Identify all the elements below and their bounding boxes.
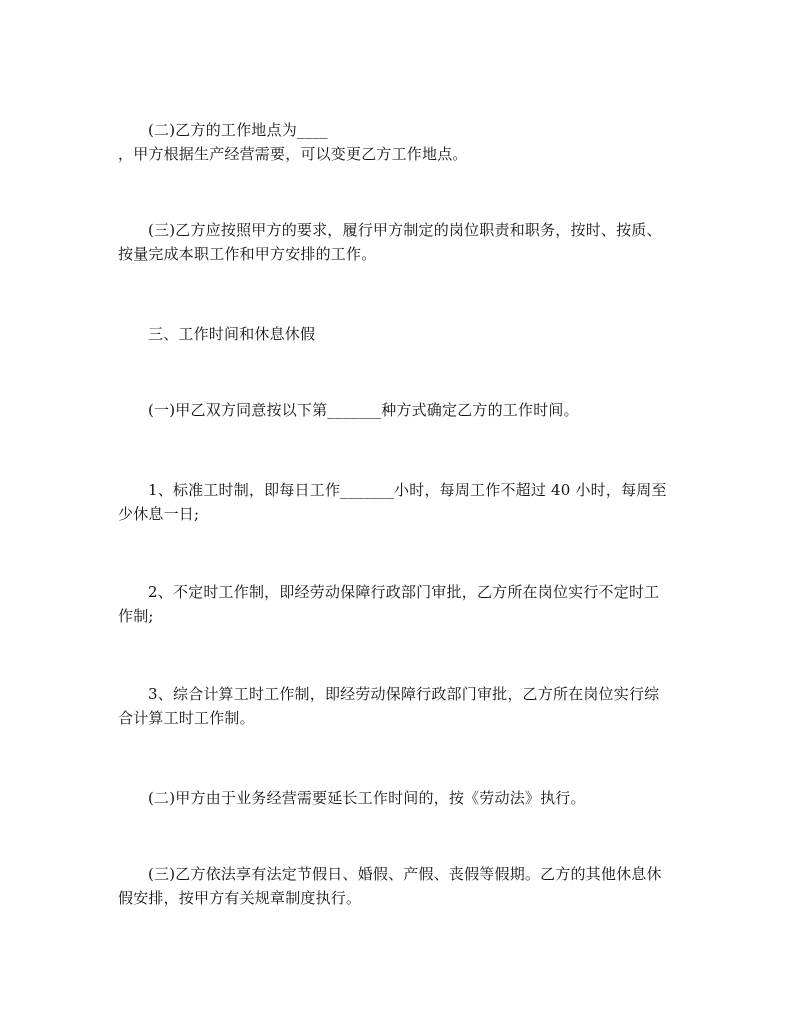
text-line: (三)乙方依法享有法定节假日、婚假、产假、丧假等假期。乙方的其他休息休 [148,865,662,883]
text-line: 1、标准工时制，即每日工作_______小时，每周工作不超过 40 小时，每周至 [148,481,667,499]
text-line: 2、不定时工作制，即经劳动保障行政部门审批，乙方所在岗位实行不定时工 [148,583,660,601]
text-line: 按量完成本职工作和甲方安排的工作。 [118,245,377,263]
paragraph-flexible-hours [118,580,678,628]
paragraph-comprehensive-hours [118,682,678,730]
paragraph-holidays [118,862,678,910]
text-line: (三)乙方应按照甲方的要求，履行甲方制定的岗位职责和职务，按时、按质、 [148,221,662,239]
text-line: 假安排，按甲方有关规章制度执行。 [118,889,362,907]
paragraph-standard-hours [118,478,678,526]
text-line: (二)甲方由于业务经营需要延长工作时间的，按《劳动法》执行。 [148,789,586,807]
text-line: 合计算工时工作制。 [118,709,255,727]
paragraph-overtime [118,786,678,810]
text-line: (一)甲乙双方同意按以下第_______种方式确定乙方的工作时间。 [148,401,579,419]
paragraph-job-duties [118,218,678,266]
text-line: (二)乙方的工作地点为____ [148,121,328,139]
text-line: ，甲方根据生产经营需要，可以变更乙方工作地点。 [118,145,468,163]
text-line: 3、综合计算工时工作制，即经劳动保障行政部门审批，乙方所在岗位实行综 [148,685,660,703]
text-line: 作制; [118,607,154,625]
text-line: 少休息一日; [118,505,200,523]
paragraph-work-location [118,118,678,166]
paragraph-hours-method [118,398,678,422]
section-heading: 三、工作时间和休息休假 [148,325,316,343]
section-heading-working-hours [118,322,678,346]
